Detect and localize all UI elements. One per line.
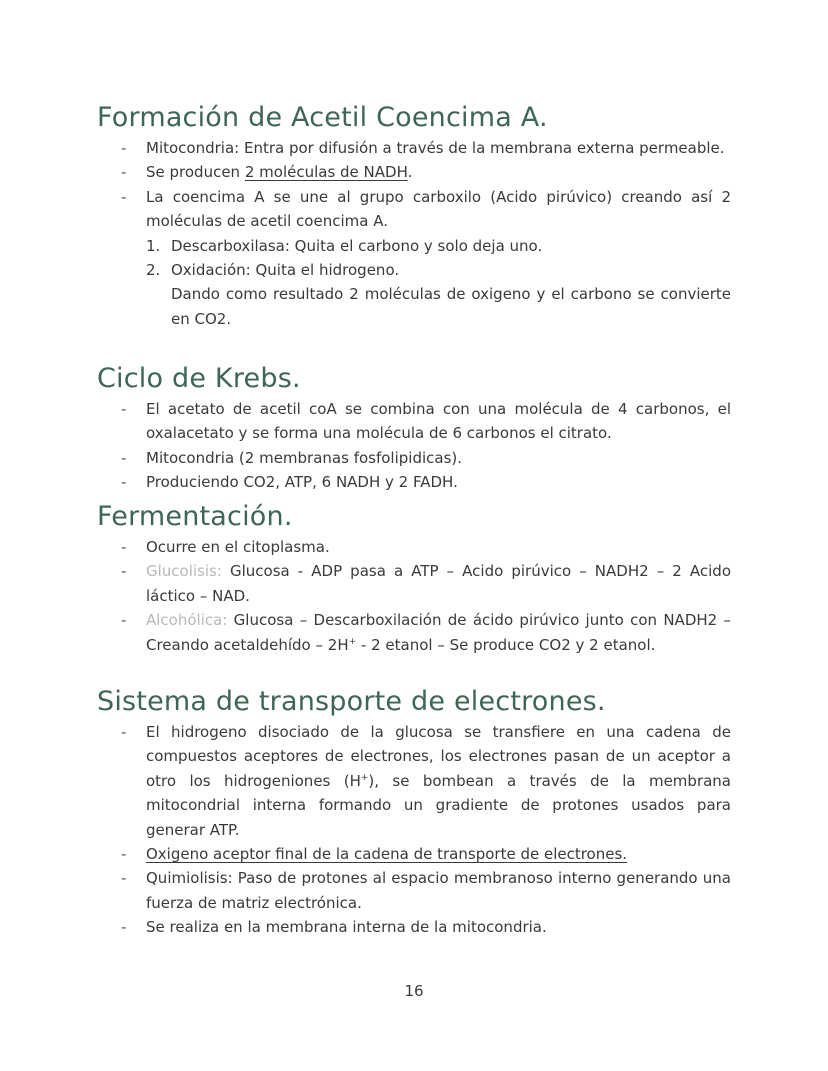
list-item xyxy=(97,397,731,446)
dash-bullet: - xyxy=(121,163,127,182)
page-number: 16 xyxy=(404,982,424,1000)
section-heading: Fermentación. xyxy=(97,501,293,532)
dash-bullet: - xyxy=(121,918,127,937)
item-text-end: - 2 etanol – Se produce CO2 y 2 etanol. xyxy=(356,635,656,654)
item-text: Ocurre en el citoplasma. xyxy=(146,538,330,556)
item-text: Descarboxilasa: Quita el carbono y solo deja uno. xyxy=(171,236,543,255)
dash-bullet: - xyxy=(121,723,127,741)
dash-bullet: - xyxy=(121,869,127,888)
item-text: Mitocondria (2 membranas fosfolipidicas). xyxy=(146,448,463,467)
list-item xyxy=(97,915,731,939)
item-text: Mitocondria: Entra por difusión a través de la membrana externa permeable. xyxy=(146,139,725,157)
item-text: Produciendo CO2, ATP, 6 NADH y 2 FADH. xyxy=(146,473,458,492)
section-acetil-coa xyxy=(97,101,737,331)
list-item xyxy=(97,136,731,160)
item-text: Quimiolisis: Paso de protones al espacio membranoso interno generando una fuerza de matriz electrónica. xyxy=(146,869,731,912)
list-item xyxy=(97,185,731,331)
item-text: La coencima A se une al grupo carboxilo (Acido pirúvico) creando así 2 moléculas de acetil coencima A. xyxy=(146,187,731,231)
section-heading: Ciclo de Krebs. xyxy=(97,363,301,394)
dash-bullet: - xyxy=(121,562,127,581)
list-item xyxy=(97,470,731,494)
section-heading: Formación de Acetil Coencima A. xyxy=(97,102,548,133)
item-text-end: . xyxy=(407,163,413,182)
item-text: Glucosa - ADP pasa a ATP – Acido pirúvico – NADH2 – 2 Acido láctico – NAD. xyxy=(146,562,731,605)
item-text: Glucosa – Descarboxilación de ácido pirúvico junto con NADH2 – Creando acetaldehído – 2H xyxy=(146,611,731,654)
item-number: 1. xyxy=(146,236,161,255)
item-number: 2. xyxy=(146,261,161,280)
superscript-plus: + xyxy=(348,636,357,647)
item-text: El acetato de acetil coA se combina con una molécula de 4 carbonos, el oxalacetato y se forma una molécula de 6 carbonos el citrato. xyxy=(146,400,731,443)
bullet-list xyxy=(97,535,737,657)
numbered-item xyxy=(146,234,731,258)
list-item xyxy=(97,535,731,559)
list-item xyxy=(97,842,731,866)
list-item xyxy=(97,720,731,842)
dash-bullet: - xyxy=(121,473,127,492)
dash-bullet: - xyxy=(121,448,127,467)
underlined-text: 2 moléculas de NADH xyxy=(244,163,408,182)
numbered-list xyxy=(146,234,731,332)
list-item xyxy=(97,866,731,915)
dash-bullet: - xyxy=(121,400,127,418)
numbered-item xyxy=(146,258,731,331)
list-item xyxy=(97,446,731,470)
superscript-plus: + xyxy=(360,772,369,783)
bullet-list xyxy=(97,136,737,331)
alcoholica-label: Alcohólica: xyxy=(146,611,228,630)
bullet-list xyxy=(97,720,737,940)
dash-bullet: - xyxy=(121,538,127,556)
dash-bullet: - xyxy=(121,139,127,157)
section-transporte-electrones xyxy=(97,685,737,940)
list-item xyxy=(97,160,731,184)
list-item xyxy=(97,608,731,657)
item-text-end: ), se bombean a través de la membrana mitocondrial interna formando un gradiente de protones usados para generar ATP. xyxy=(146,771,732,839)
bullet-list xyxy=(97,397,737,495)
item-text: Se producen xyxy=(146,163,245,182)
item-text: El hidrogeno disociado de la glucosa se transfiere en una cadena de compuestos aceptores de electrones, los electrones pasan de un aceptor a otro los hidrogeniones (H xyxy=(146,723,731,790)
dash-bullet: - xyxy=(121,845,127,864)
dash-bullet: - xyxy=(121,611,127,630)
section-ciclo-krebs xyxy=(97,362,737,495)
item-text: Se realiza en la membrana interna de la mitocondria. xyxy=(146,918,547,937)
item-text: Oxidación: Quita el hidrogeno. xyxy=(171,261,400,280)
underlined-text: Oxigeno aceptor final de la cadena de transporte de electrones. xyxy=(146,845,628,864)
glucolisis-label: Glucolisis: xyxy=(146,562,222,581)
item-continuation: Dando como resultado 2 moléculas de oxigeno y el carbono se convierte en CO2. xyxy=(171,285,731,328)
section-heading: Sistema de transporte de electrones. xyxy=(97,686,606,717)
dash-bullet: - xyxy=(121,187,127,206)
section-fermentacion xyxy=(97,500,737,657)
list-item xyxy=(97,559,731,608)
